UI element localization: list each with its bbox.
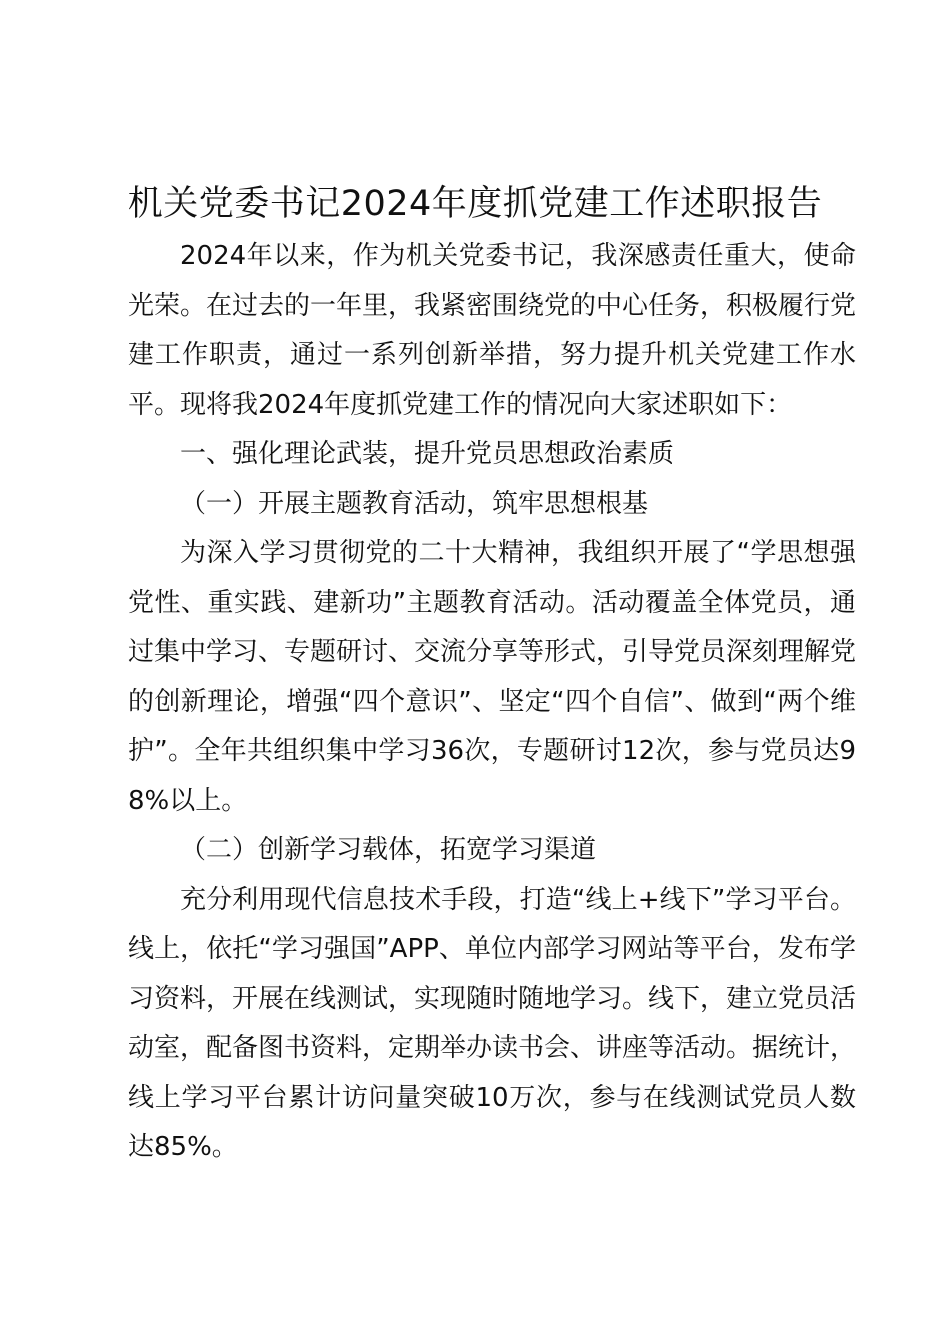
- paragraph-theme-education: 为深入学习贯彻党的二十大精神，我组织开展了“学思想强党性、重实践、建新功”主题教育活动。活动覆盖全体党员，通过集中学习、专题研讨、交流分享等形式，引导党员深刻理解党的创新理论，增强“四个意识”、坚定“四个自信”、做到“两个维护”。全年共组织集中学习36次，专题研讨12次，参与党员达98%以上。: [128, 538, 857, 816]
- document-body: [128, 232, 856, 1173]
- subsection-heading-2: （二）创新学习载体，拓宽学习渠道: [180, 835, 597, 865]
- paragraph-intro: 2024年以来，作为机关党委书记，我深感责任重大，使命光荣。在过去的一年里，我紧密围绕党的中心任务，积极履行党建工作职责，通过一系列创新举措，努力提升机关党建工作水平。现将我2024年度抓党建工作的情况向大家述职如下：: [128, 241, 857, 420]
- document-title: 机关党委书记2024年度抓党建工作述职报告: [127, 184, 823, 224]
- paragraph-learning-platform: 充分利用现代信息技术手段，打造“线上+线下”学习平台。线上，依托“学习强国”APP、单位内部学习网站等平台，发布学习资料，开展在线测试，实现随时随地学习。线下，建立党员活动室，配备图书资料，定期举办读书会、讲座等活动。据统计，线上学习平台累计访问量突破10万次，参与在线测试党员人数达85%。: [128, 884, 857, 1162]
- section-heading-1: 一、强化理论武装，提升党员思想政治素质: [180, 439, 675, 469]
- subsection-heading-1: （一）开展主题教育活动，筑牢思想根基: [180, 488, 649, 519]
